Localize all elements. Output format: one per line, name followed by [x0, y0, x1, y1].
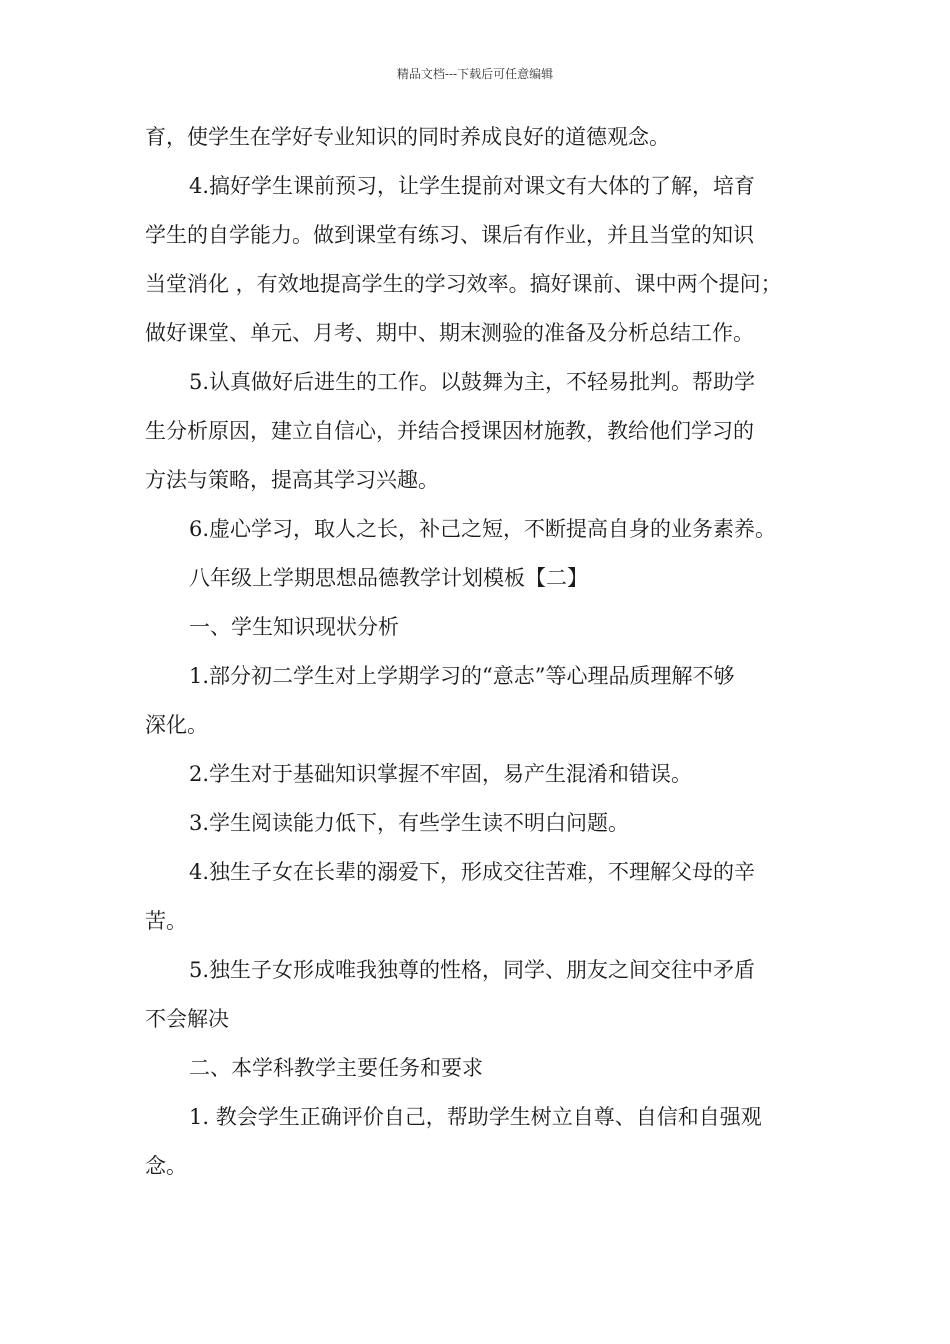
text-line: 生分析原因，建立自信心，并结合授课因材施教，教给他们学习的 [145, 419, 754, 443]
text-line: 5.认真做好后进生的工作。以鼓舞为主，不轻易批判。帮助学 [189, 370, 756, 394]
text-line: 2.学生对于基础知识掌握不牢固，易产生混淆和错误。 [189, 762, 693, 786]
text-line: 深化。 [145, 713, 208, 737]
page-header: 精品文档---下载后可任意编辑 [396, 67, 554, 81]
text-line: 当堂消化 ，有效地提高学生的学习效率。搞好课前、课中两个提问； [145, 272, 782, 296]
text-line: 育，使学生在学好专业知识的同时养成良好的道德观念。 [145, 125, 670, 149]
text-line: 5.独生子女形成唯我独尊的性格，同学、朋友之间交往中矛盾 [189, 958, 756, 982]
text-line: 4.搞好学生课前预习，让学生提前对课文有大体的了解，培育 [189, 174, 756, 198]
text-line: 方法与策略，提高其学习兴趣。 [145, 468, 439, 492]
section-heading: 一、学生知识现状分析 [189, 615, 399, 639]
text-line: 学生的自学能力。做到课堂有练习、课后有作业，并且当堂的知识 [145, 223, 754, 247]
text-line: 4.独生子女在长辈的溺爱下，形成交往苦难，不理解父母的辛 [189, 860, 756, 884]
text-line: 1.部分初二学生对上学期学习的“意志”等心理品质理解不够 [189, 664, 735, 688]
text-line: 1. 教会学生正确评价自己，帮助学生树立自尊、自信和自强观 [189, 1105, 762, 1129]
section-title: 八年级上学期思想品德教学计划模板【二】 [189, 566, 588, 590]
section-heading: 二、本学科教学主要任务和要求 [189, 1056, 483, 1080]
text-line: 6.虚心学习，取人之长，补己之短，不断提高自身的业务素养。 [189, 517, 777, 541]
text-line: 念。 [145, 1154, 187, 1178]
text-line: 3.学生阅读能力低下，有些学生读不明白问题。 [189, 811, 630, 835]
text-line: 苦。 [145, 909, 187, 933]
document-body [145, 125, 825, 1203]
text-line: 不会解决 [145, 1007, 229, 1031]
text-line: 做好课堂、单元、月考、期中、期末测验的准备及分析总结工作。 [145, 321, 754, 345]
